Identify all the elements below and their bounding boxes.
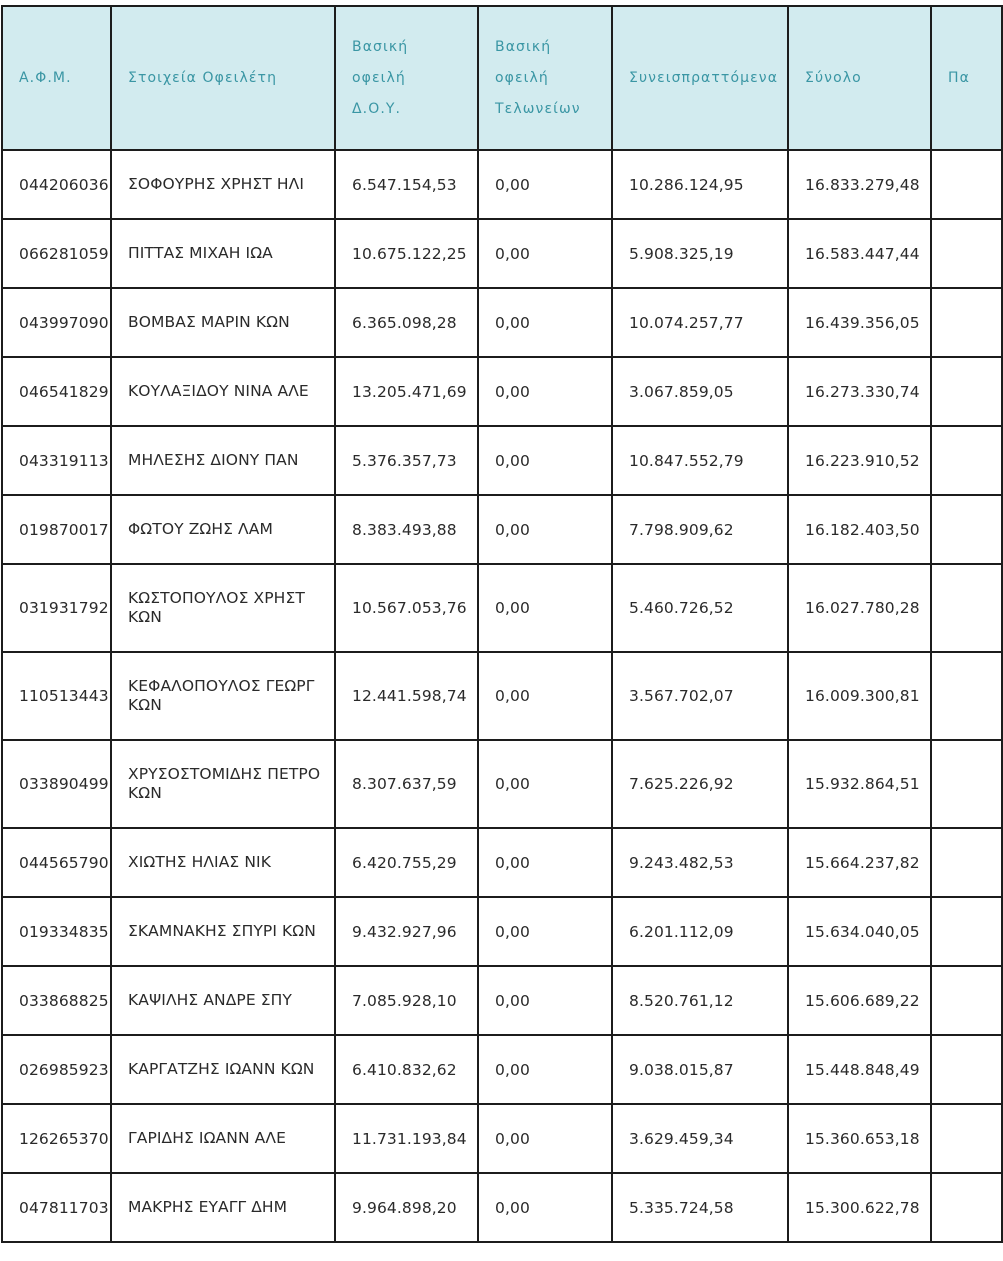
cell-extra	[931, 740, 1002, 828]
cell-base-debt-customs: 0,00	[478, 897, 612, 966]
cell-total: 16.223.910,52	[788, 426, 931, 495]
table-row	[2, 897, 1002, 966]
cell-co-collected: 5.908.325,19	[612, 219, 788, 288]
header-row	[2, 6, 1002, 150]
cell-co-collected: 3.629.459,34	[612, 1104, 788, 1173]
cell-base-debt-customs: 0,00	[478, 357, 612, 426]
header-base-debt-doy-line1: Βασική	[352, 39, 409, 55]
cell-debtor-name: ΦΩΤΟΥ ΖΩΗΣ ΛΑΜ	[111, 495, 335, 564]
cell-co-collected: 3.567.702,07	[612, 652, 788, 740]
cell-extra	[931, 652, 1002, 740]
table-row	[2, 1173, 1002, 1242]
header-base-debt-customs-line2: οφειλή	[495, 70, 549, 86]
cell-extra	[931, 1173, 1002, 1242]
cell-afm: 046541829	[2, 357, 111, 426]
cell-total: 16.182.403,50	[788, 495, 931, 564]
table-body	[2, 150, 1002, 1242]
cell-base-debt-doy: 8.383.493,88	[335, 495, 478, 564]
table-row	[2, 1035, 1002, 1104]
cell-total: 15.932.864,51	[788, 740, 931, 828]
cell-co-collected: 3.067.859,05	[612, 357, 788, 426]
table-row	[2, 426, 1002, 495]
cell-debtor-name: ΚΕΦΑΛΟΠΟΥΛΟΣ ΓΕΩΡΓ ΚΩΝ	[111, 652, 335, 740]
cell-debtor-name: ΜΑΚΡΗΣ ΕΥΑΓΓ ΔΗΜ	[111, 1173, 335, 1242]
header-afm-text: Α.Φ.Μ.	[19, 70, 72, 86]
cell-afm: 066281059	[2, 219, 111, 288]
cell-base-debt-customs: 0,00	[478, 219, 612, 288]
cell-total: 15.634.040,05	[788, 897, 931, 966]
cell-afm: 031931792	[2, 564, 111, 652]
cell-total: 16.583.447,44	[788, 219, 931, 288]
cell-afm: 033890499	[2, 740, 111, 828]
table-row	[2, 150, 1002, 219]
cell-afm: 033868825	[2, 966, 111, 1035]
cell-total: 15.448.848,49	[788, 1035, 931, 1104]
cell-extra	[931, 828, 1002, 897]
cell-co-collected: 5.335.724,58	[612, 1173, 788, 1242]
cell-co-collected: 6.201.112,09	[612, 897, 788, 966]
cell-co-collected: 9.038.015,87	[612, 1035, 788, 1104]
cell-afm: 044565790	[2, 828, 111, 897]
cell-total: 16.833.279,48	[788, 150, 931, 219]
header-extra-truncated	[931, 6, 1002, 150]
table-row	[2, 219, 1002, 288]
cell-afm: 026985923	[2, 1035, 111, 1104]
cell-base-debt-customs: 0,00	[478, 740, 612, 828]
cell-base-debt-doy: 10.675.122,25	[335, 219, 478, 288]
header-base-debt-doy	[335, 6, 478, 150]
header-debtor-details-text: Στοιχεία Οφειλέτη	[128, 70, 278, 86]
cell-debtor-name: ΚΟΥΛΑΞΙΔΟΥ ΝΙΝΑ ΑΛΕ	[111, 357, 335, 426]
cell-extra	[931, 966, 1002, 1035]
cell-debtor-name: ΚΩΣΤΟΠΟΥΛΟΣ ΧΡΗΣΤ ΚΩΝ	[111, 564, 335, 652]
cell-afm: 043997090	[2, 288, 111, 357]
table-row	[2, 652, 1002, 740]
header-total	[788, 6, 931, 150]
cell-debtor-name: ΚΑΡΓΑΤΖΗΣ ΙΩΑΝΝ ΚΩΝ	[111, 1035, 335, 1104]
table-row	[2, 828, 1002, 897]
header-extra-text: Πα	[948, 70, 970, 86]
cell-co-collected: 7.798.909,62	[612, 495, 788, 564]
cell-total: 16.027.780,28	[788, 564, 931, 652]
table-row	[2, 966, 1002, 1035]
cell-debtor-name: ΠΙΤΤΑΣ ΜΙΧΑΗ ΙΩΑ	[111, 219, 335, 288]
cell-debtor-name: ΒΟΜΒΑΣ ΜΑΡΙΝ ΚΩΝ	[111, 288, 335, 357]
header-afm	[2, 6, 111, 150]
cell-afm: 126265370	[2, 1104, 111, 1173]
cell-base-debt-doy: 10.567.053,76	[335, 564, 478, 652]
cell-base-debt-customs: 0,00	[478, 150, 612, 219]
cell-afm: 043319113	[2, 426, 111, 495]
cell-base-debt-customs: 0,00	[478, 426, 612, 495]
cell-debtor-name: ΚΑΨΙΛΗΣ ΑΝΔΡΕ ΣΠΥ	[111, 966, 335, 1035]
table-row	[2, 357, 1002, 426]
cell-base-debt-customs: 0,00	[478, 1173, 612, 1242]
cell-total: 16.009.300,81	[788, 652, 931, 740]
header-co-collected-text: Συνεισπραττόμενα	[629, 70, 779, 86]
cell-debtor-name: ΣΟΦΟΥΡΗΣ ΧΡΗΣΤ ΗΛΙ	[111, 150, 335, 219]
cell-base-debt-doy: 9.432.927,96	[335, 897, 478, 966]
header-debtor-details	[111, 6, 335, 150]
header-base-debt-customs-line1: Βασική	[495, 39, 552, 55]
cell-extra	[931, 897, 1002, 966]
cell-co-collected: 7.625.226,92	[612, 740, 788, 828]
header-co-collected	[612, 6, 788, 150]
cell-base-debt-doy: 6.410.832,62	[335, 1035, 478, 1104]
cell-base-debt-doy: 7.085.928,10	[335, 966, 478, 1035]
cell-extra	[931, 1035, 1002, 1104]
cell-base-debt-customs: 0,00	[478, 564, 612, 652]
cell-base-debt-customs: 0,00	[478, 288, 612, 357]
header-total-text: Σύνολο	[805, 70, 862, 86]
table-row	[2, 1104, 1002, 1173]
cell-debtor-name: ΣΚΑΜΝΑΚΗΣ ΣΠΥΡΙ ΚΩΝ	[111, 897, 335, 966]
cell-extra	[931, 1104, 1002, 1173]
cell-afm: 047811703	[2, 1173, 111, 1242]
cell-co-collected: 10.074.257,77	[612, 288, 788, 357]
cell-extra	[931, 357, 1002, 426]
cell-base-debt-customs: 0,00	[478, 966, 612, 1035]
cell-total: 15.300.622,78	[788, 1173, 931, 1242]
cell-total: 15.664.237,82	[788, 828, 931, 897]
cell-extra	[931, 288, 1002, 357]
cell-base-debt-doy: 6.547.154,53	[335, 150, 478, 219]
cell-co-collected: 8.520.761,12	[612, 966, 788, 1035]
cell-extra	[931, 495, 1002, 564]
cell-base-debt-customs: 0,00	[478, 652, 612, 740]
table-row	[2, 740, 1002, 828]
cell-base-debt-doy: 5.376.357,73	[335, 426, 478, 495]
cell-total: 16.273.330,74	[788, 357, 931, 426]
cell-extra	[931, 150, 1002, 219]
cell-base-debt-customs: 0,00	[478, 495, 612, 564]
header-base-debt-doy-line2: οφειλή	[352, 70, 406, 86]
table-header	[2, 6, 1002, 150]
cell-base-debt-doy: 12.441.598,74	[335, 652, 478, 740]
table-row	[2, 288, 1002, 357]
cell-extra	[931, 426, 1002, 495]
cell-base-debt-customs: 0,00	[478, 828, 612, 897]
cell-debtor-name: ΧΙΩΤΗΣ ΗΛΙΑΣ ΝΙΚ	[111, 828, 335, 897]
cell-co-collected: 5.460.726,52	[612, 564, 788, 652]
cell-extra	[931, 219, 1002, 288]
cell-co-collected: 10.847.552,79	[612, 426, 788, 495]
cell-base-debt-doy: 6.420.755,29	[335, 828, 478, 897]
cell-base-debt-doy: 13.205.471,69	[335, 357, 478, 426]
cell-afm: 110513443	[2, 652, 111, 740]
cell-afm: 019334835	[2, 897, 111, 966]
header-base-debt-doy-line3: Δ.Ο.Υ.	[352, 101, 402, 117]
cell-total: 15.360.653,18	[788, 1104, 931, 1173]
header-base-debt-customs-line3: Τελωνείων	[495, 101, 581, 117]
cell-base-debt-customs: 0,00	[478, 1104, 612, 1173]
table-row	[2, 564, 1002, 652]
cell-total: 16.439.356,05	[788, 288, 931, 357]
cell-base-debt-doy: 8.307.637,59	[335, 740, 478, 828]
cell-afm: 044206036	[2, 150, 111, 219]
cell-extra	[931, 564, 1002, 652]
cell-co-collected: 9.243.482,53	[612, 828, 788, 897]
cell-debtor-name: ΓΑΡΙΔΗΣ ΙΩΑΝΝ ΑΛΕ	[111, 1104, 335, 1173]
cell-debtor-name: ΜΗΛΕΣΗΣ ΔΙΟΝΥ ΠΑΝ	[111, 426, 335, 495]
table-row	[2, 495, 1002, 564]
cell-debtor-name: ΧΡΥΣΟΣΤΟΜΙΔΗΣ ΠΕΤΡΟ ΚΩΝ	[111, 740, 335, 828]
cell-base-debt-doy: 9.964.898,20	[335, 1173, 478, 1242]
cell-total: 15.606.689,22	[788, 966, 931, 1035]
cell-base-debt-doy: 11.731.193,84	[335, 1104, 478, 1173]
cell-co-collected: 10.286.124,95	[612, 150, 788, 219]
cell-base-debt-doy: 6.365.098,28	[335, 288, 478, 357]
debtors-table	[1, 5, 1003, 1243]
header-base-debt-customs	[478, 6, 612, 150]
cell-base-debt-customs: 0,00	[478, 1035, 612, 1104]
cell-afm: 019870017	[2, 495, 111, 564]
